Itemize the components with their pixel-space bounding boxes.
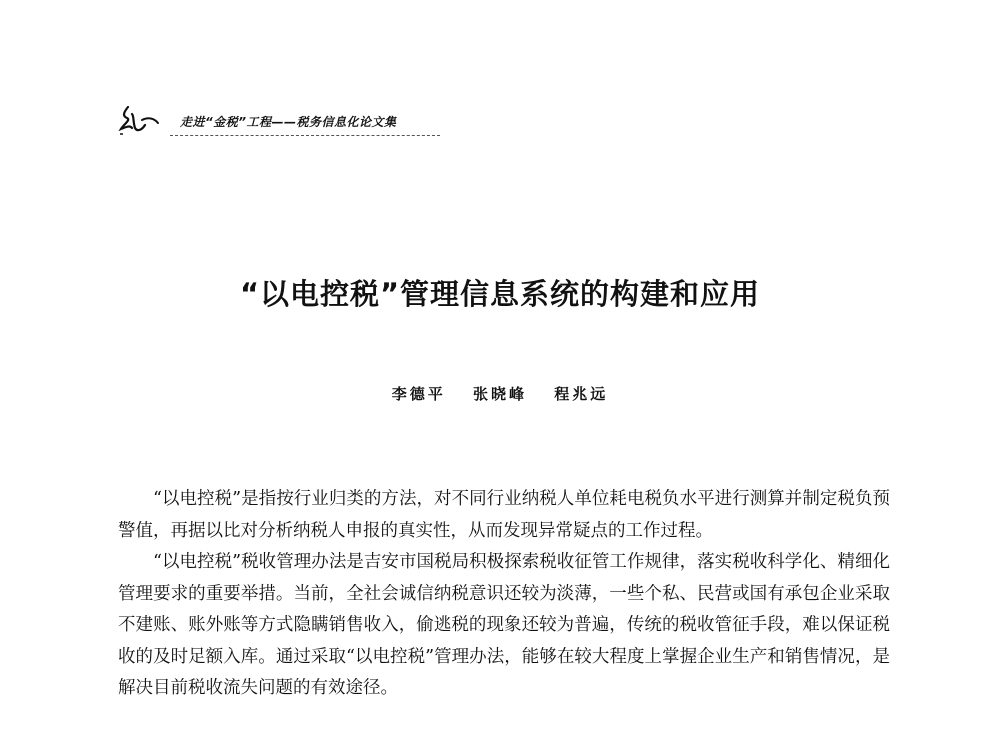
body-paragraph: “以电控税”税收管理办法是吉安市国税局积极探索税收征管工作规律，落实税收科学化、精细化管理要求的重要举措。当前，全社会诚信纳税意识还较为淡薄，一些个私、民营或国有承包企业采取不建账、账外账等方式隐瞒销售收入，偷逃税的现象还较为普遍，传统的税收管征手段，难以保证税收的及时足额入库。通过采取“以电控税”管理办法，能够在较大程度上掌握企业生产和销售情况，是解决目前税收流失问题的有效途径。 — [118, 552, 890, 698]
author-name: 李德平 — [391, 385, 446, 403]
author-name: 张晓峰 — [472, 385, 527, 403]
body-paragraph: “以电控税”是指按行业归类的方法，对不同行业纳税人单位耗电税负水平进行测算并制定税负预警值，再据以比对分析纳税人申报的真实性，从而发现异常疑点的工作过程。 — [118, 489, 890, 541]
running-title: 走进“金税”工程——税务信息化论文集 — [180, 115, 397, 129]
author-name: 程兆远 — [554, 385, 609, 403]
running-header — [118, 104, 448, 140]
header-rule — [170, 135, 440, 136]
calligraphy-mark-icon — [118, 104, 168, 138]
article-body — [118, 484, 890, 705]
article-title: “以电控税”管理信息系统的构建和应用 — [239, 277, 761, 311]
author-list — [0, 383, 1000, 404]
